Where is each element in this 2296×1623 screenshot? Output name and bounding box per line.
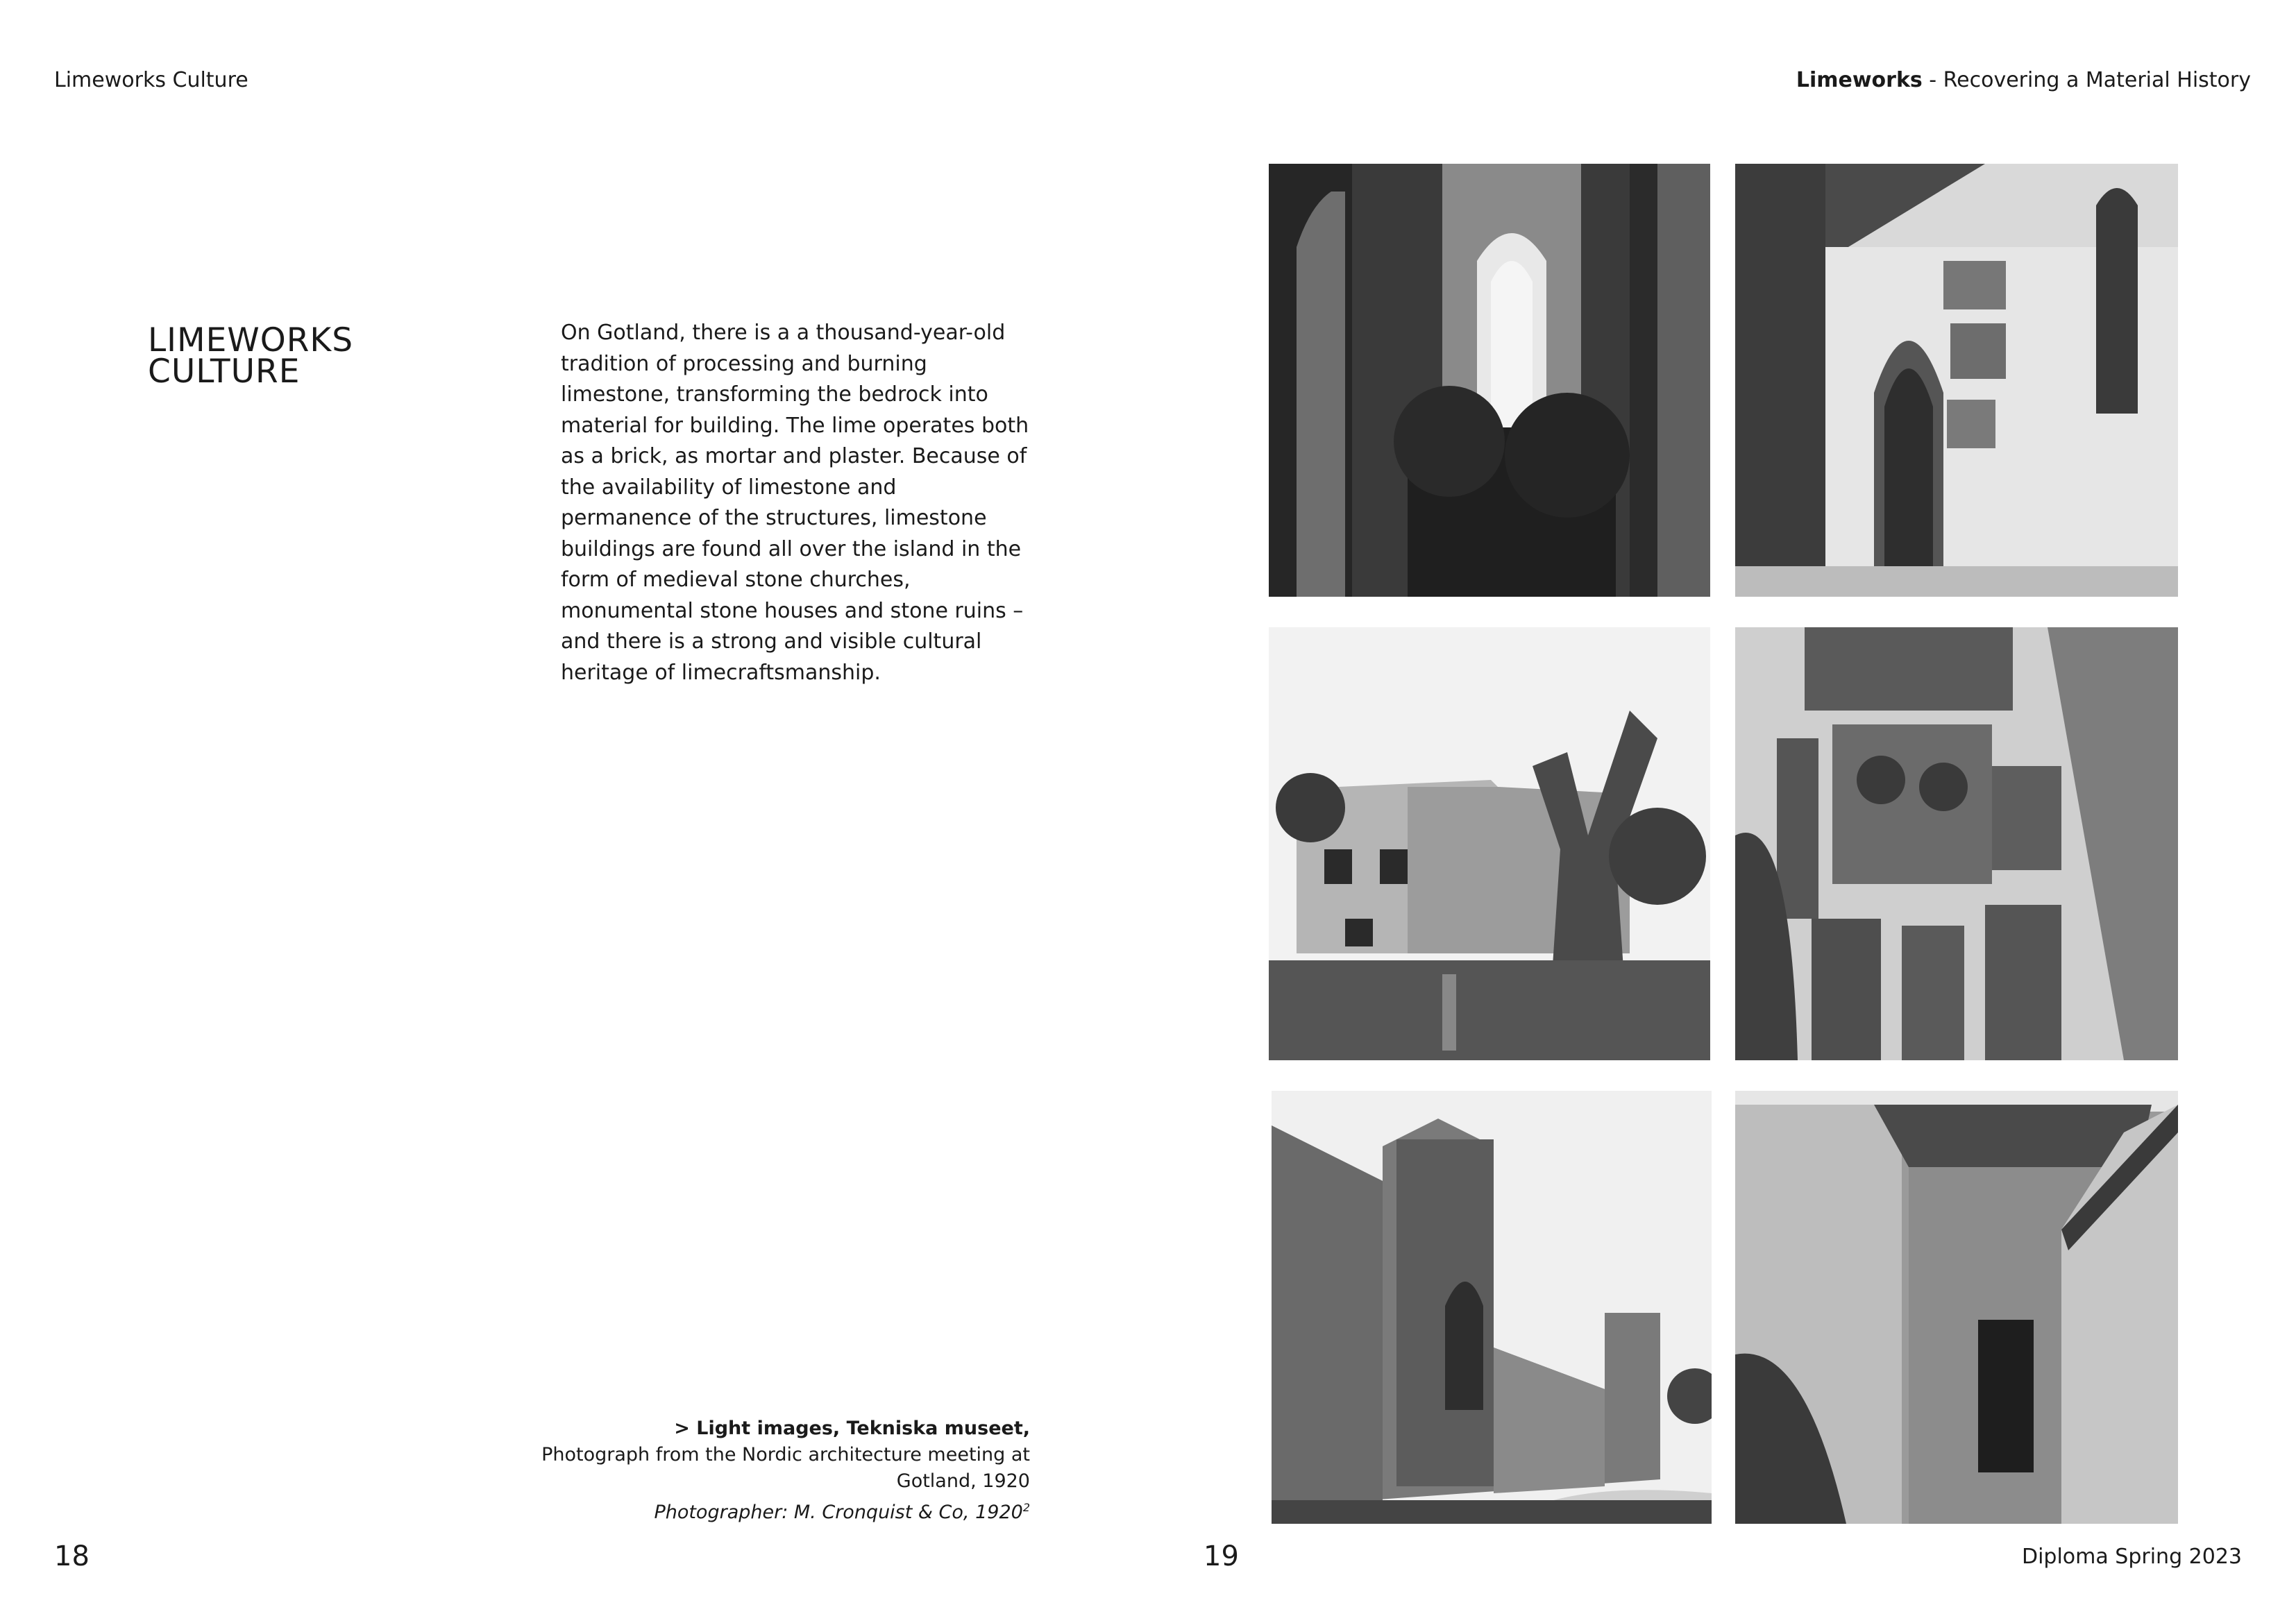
body-paragraph: On Gotland, there is a a thousand-year-old tradition of processing and burning limestone, transforming the bedrock into material for building. The lime operates both as a brick, as mortar and plaster. Because of the availability of limestone and permanence of the structures, limestone buildings are found all over the island in the form of medieval stone churches, monumental stone houses and stone ruins – and there is a strong and visible cultural heritage of limecraftsmanship.	[561, 321, 1029, 685]
photo-church-portal	[1735, 164, 2178, 597]
section-title-line2: CULTURE	[148, 352, 301, 391]
photographer-text: Photographer: M. Cronquist & Co, 1920	[654, 1502, 1023, 1523]
caption-description: Photograph from the Nordic architecture meeting at Gotland, 1920	[541, 1444, 1030, 1492]
page-number-left: 18	[54, 1540, 90, 1572]
caption-source: > Light images, Tekniska museet,	[674, 1418, 1030, 1439]
church-ruin-arches-icon	[1269, 164, 1710, 597]
section-title-line1: LIMEWORKS	[148, 321, 354, 359]
running-header-left: Limeworks Culture	[54, 68, 248, 92]
running-header-right	[1796, 68, 2251, 93]
photo-carved-reliefs	[1735, 627, 2178, 1060]
stone-courtyard-doorway-icon	[1735, 1091, 2178, 1524]
footnote-marker: 2	[1022, 1501, 1030, 1514]
photo-city-wall	[1272, 1091, 1712, 1524]
photo-church-ruin	[1269, 164, 1710, 597]
header-title-bold: Limeworks	[1796, 68, 1923, 92]
city-wall-towers-icon	[1272, 1091, 1712, 1524]
photo-stone-courtyard	[1735, 1091, 2178, 1524]
section-title	[148, 321, 439, 391]
header-subtitle: - Recovering a Material History	[1922, 68, 2251, 92]
footer-right-text: Diploma Spring 2023	[2021, 1545, 2242, 1569]
church-portal-reliefs-icon	[1735, 164, 2178, 597]
stone-house-with-trees-icon	[1269, 627, 1710, 1060]
photo-stone-house	[1269, 627, 1710, 1060]
caption-photographer	[503, 1495, 1030, 1526]
carved-relief-figures-icon	[1735, 627, 2178, 1060]
photo-caption	[503, 1416, 1030, 1526]
page-number-right: 19	[1204, 1540, 1239, 1572]
